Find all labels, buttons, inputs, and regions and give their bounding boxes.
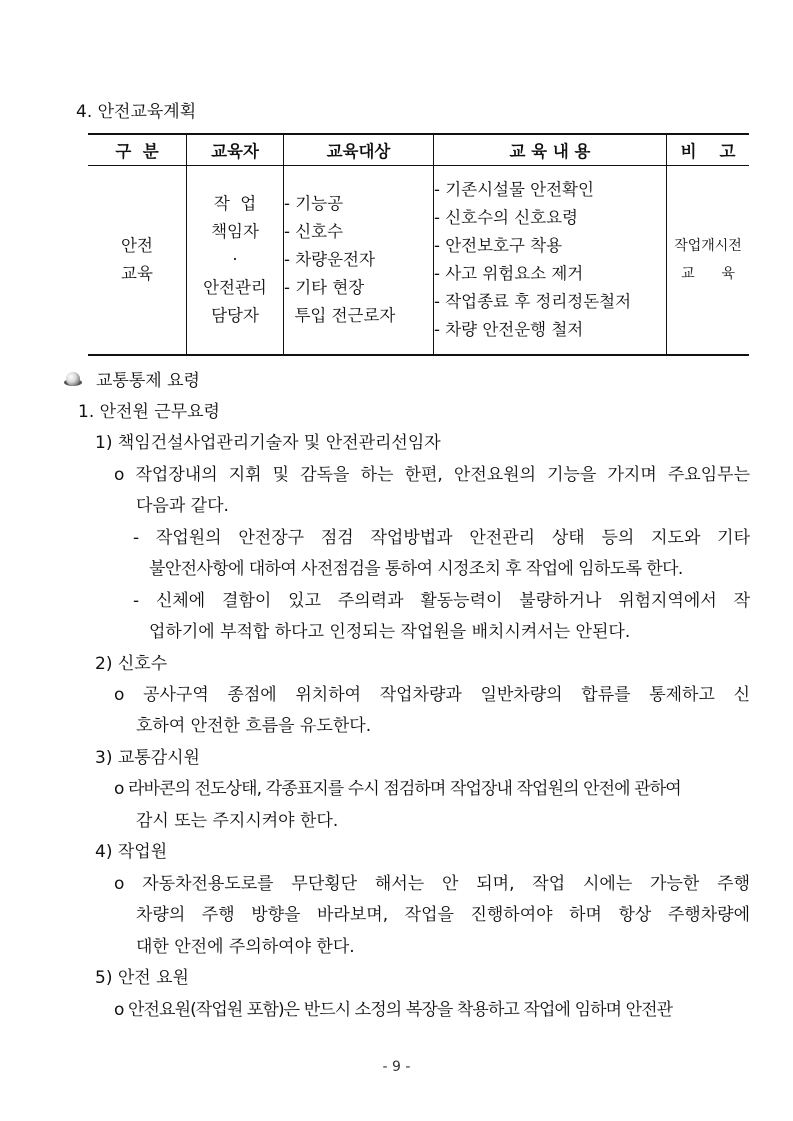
educator-line: 작 업 [213, 194, 257, 213]
educator-line: · [232, 250, 238, 269]
educator-line: 담당자 [211, 306, 259, 325]
item-worker: 4) 작업원 [95, 842, 168, 862]
para-o1-line1: o 작업장내의 지휘 및 감독을 하는 한편, 안전요원의 기능을 가지며 주요임무는 [114, 465, 750, 485]
header-educator: 교육자 [187, 134, 284, 166]
para-o1-line2: 다음과 같다. [136, 496, 229, 516]
section-heading-safety-education-plan: 4. 안전교육계획 [76, 102, 197, 122]
traffic-control-heading [64, 366, 200, 391]
content-line: - 사고 위험요소 제거 [434, 264, 584, 283]
educator-line: 안전관리 [203, 278, 267, 297]
page-number: - 9 - [382, 1059, 411, 1075]
content-line: - 작업종료 후 정리정돈철저 [434, 292, 632, 311]
header-content: 교 육 내 용 [434, 134, 667, 166]
para-d2-line1: - 신체에 결함이 있고 주의력과 활동능력이 불량하거나 위험지역에서 작 [133, 591, 750, 611]
educator-line: 책임자 [211, 222, 259, 241]
category-line: 안전 [121, 236, 153, 255]
cell-target [284, 166, 434, 356]
content-line: - 기존시설물 안전확인 [434, 180, 594, 199]
header-remarks: 비 고 [667, 134, 750, 166]
cell-remarks [667, 166, 750, 356]
item-chief-engineer: 1) 책임건설사업관리기술자 및 안전관리선임자 [95, 433, 441, 453]
para-d1-line2: 불안전사항에 대하여 사전점검을 통하여 시정조치 후 작업에 임하도록 한다. [149, 559, 683, 579]
target-line: - 차량운전자 [284, 250, 375, 269]
traffic-control-title: 교통통제 요령 [96, 371, 200, 391]
item-signalman: 2) 신호수 [95, 654, 168, 674]
content-line: - 안전보호구 착용 [434, 236, 563, 255]
header-target: 교육대상 [284, 134, 434, 166]
para-o2-line1: o 공사구역 종점에 위치하여 작업차량과 일반차량의 합류를 통제하고 신 [114, 685, 750, 705]
target-line: 투입 전근로자 [284, 306, 396, 325]
remarks-line: 작업개시전 [674, 238, 742, 254]
para-o4-line3: 대한 안전에 주의하여야 한다. [136, 937, 355, 957]
table-row [88, 166, 749, 356]
item-safety-staff: 5) 안전 요원 [95, 968, 189, 988]
cell-content [434, 166, 667, 356]
category-line: 교육 [121, 264, 153, 283]
content-line: - 차량 안전운행 철저 [434, 320, 584, 339]
remarks-line: 교 육 [681, 266, 735, 282]
item-traffic-monitor: 3) 교통감시원 [95, 748, 200, 768]
para-d1-line1: - 작업원의 안전장구 점검 작업방법과 안전관리 상태 등의 지도와 기타 [133, 528, 750, 548]
subsection-safety-duty: 1. 안전원 근무요령 [78, 402, 220, 422]
para-o3-line1: o 라바콘의 전도상태, 각종표지를 수시 점검하며 작업장내 작업원의 안전에 관하여 [114, 779, 681, 799]
para-o4-line2: 차량의 주행 방향을 바라보며, 작업을 진행하여야 하며 항상 주행차량에 [136, 905, 750, 925]
content-line: - 신호수의 신호요령 [434, 208, 578, 227]
target-line: - 신호수 [284, 222, 344, 241]
para-o2-line2: 호하여 안전한 흐름을 유도한다. [136, 716, 372, 736]
para-o3-line2: 감시 또는 주지시켜야 한다. [136, 811, 339, 831]
para-o5-line1: o 안전요원(작업원 포함)은 반드시 소정의 복장을 착용하고 작업에 임하며 안전관 [114, 1000, 673, 1020]
safety-education-table [88, 133, 749, 356]
target-line: - 기능공 [284, 194, 344, 213]
sphere-bullet-icon [64, 372, 84, 386]
cell-category [88, 166, 187, 356]
header-category: 구 분 [88, 134, 187, 166]
target-line: - 기타 현장 [284, 278, 365, 297]
table-header-row [88, 134, 749, 166]
para-d2-line2: 업하기에 부적합 하다고 인정되는 작업원을 배치시켜서는 안된다. [149, 622, 631, 642]
para-o4-line1: o 자동차전용도로를 무단횡단 해서는 안 되며, 작업 시에는 가능한 주행 [114, 874, 750, 894]
cell-educator [187, 166, 284, 356]
